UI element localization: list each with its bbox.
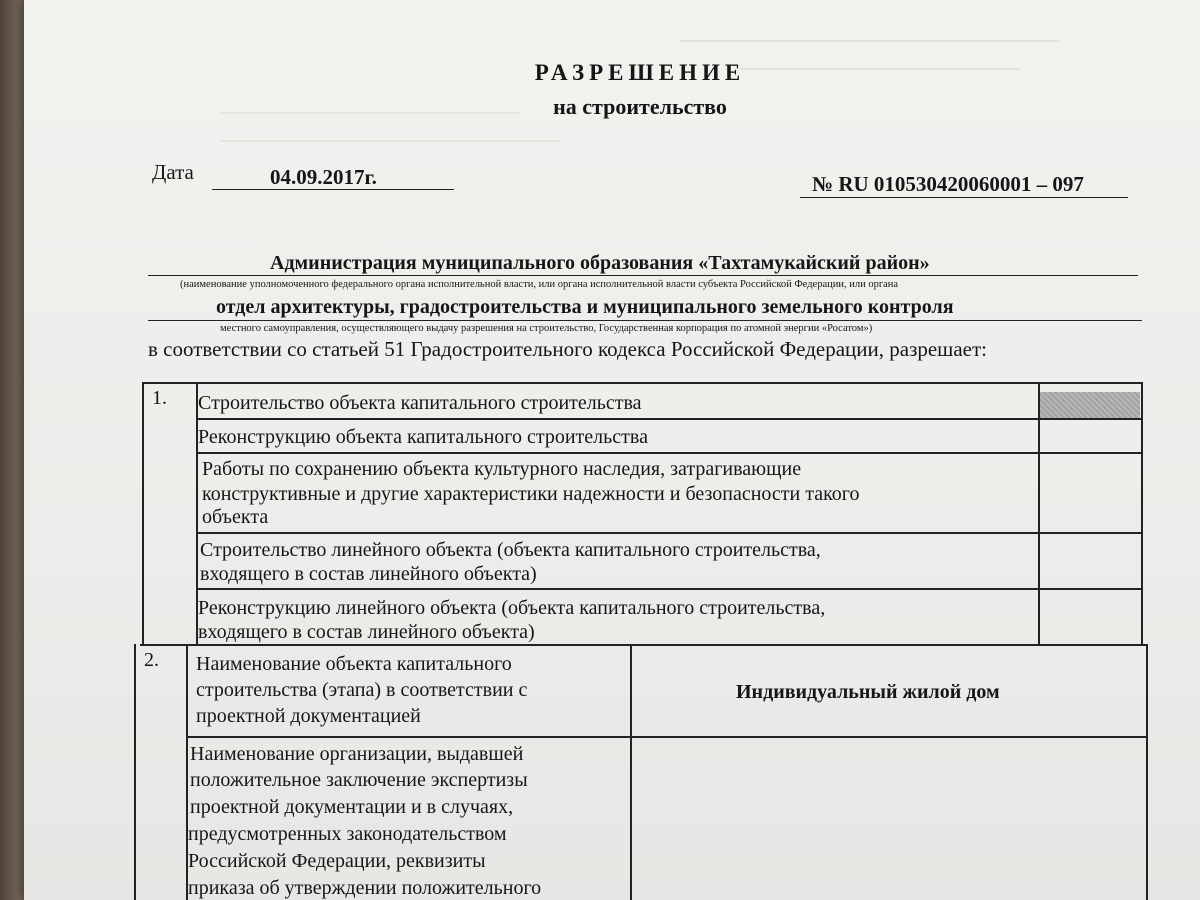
date-label: Дата xyxy=(152,160,194,184)
show-through-line xyxy=(680,40,1060,56)
object-name-label-line: строительства (этапа) в соответствии с xyxy=(196,679,528,701)
expertise-label-line: предусмотренных законодательством xyxy=(188,823,507,845)
expertise-label-line: положительное заключение экспертизы xyxy=(190,769,528,791)
expertise-label-line: проектной документации и в случаях, xyxy=(190,796,514,818)
legal-basis-text: в соответствии со статьей 51 Градостроительного кодекса Российской Федерации, разрешает: xyxy=(148,337,988,361)
option-linear-reconstruction-line: Реконструкцию линейного объекта (объекта капитального строительства, xyxy=(198,597,826,619)
document-subtitle: на строительство xyxy=(553,94,727,119)
table-line xyxy=(196,452,1142,454)
object-name-label-line: Наименование объекта капитального xyxy=(196,653,512,675)
option-heritage-works-line: Работы по сохранению объекта культурного наследия, затрагивающие xyxy=(202,458,802,480)
authority-caption: (наименование уполномоченного федерального органа исполнительной власти, или органа исполнительной власти субъекта Российской Федерации, или органа xyxy=(180,279,899,290)
section-number: 1. xyxy=(152,387,167,409)
table-line xyxy=(1038,382,1040,644)
option-linear-construction-line: Строительство линейного объекта (объекта капитального строительства, xyxy=(200,539,821,561)
option-capital-reconstruction: Реконструкцию объекта капитального строительства xyxy=(198,426,648,448)
table-line xyxy=(186,736,1148,738)
department-underline xyxy=(148,320,1142,321)
permit-number: № RU 010530420060001 – 097 xyxy=(812,172,1084,196)
option-linear-construction-line: входящего в состав линейного объекта) xyxy=(200,563,537,585)
expertise-label-line: Российской Федерации, реквизиты xyxy=(188,850,486,872)
document-title: РАЗРЕШЕНИЕ xyxy=(534,60,746,85)
department-caption: местного самоуправления, осуществляющего выдачу разрешения на строительство, Государственная корпорация по атомной энергии «Росатом») xyxy=(220,323,873,334)
table-line xyxy=(140,644,1146,646)
date-underline xyxy=(212,189,454,190)
issuing-authority: Администрация муниципального образования «Тахтамукайский район» xyxy=(270,252,930,274)
table-line xyxy=(142,382,144,644)
table-line xyxy=(196,418,1142,420)
issuing-department: отдел архитектуры, градостроительства и муниципального земельного контроля xyxy=(216,296,954,318)
table-line xyxy=(196,532,1142,534)
selected-option-mark xyxy=(1040,392,1140,418)
show-through-line xyxy=(220,140,560,156)
object-name-label-line: проектной документацией xyxy=(196,705,421,727)
table-line xyxy=(142,382,1142,384)
option-heritage-works-line: конструктивные и другие характеристики надежности и безопасности такого xyxy=(202,483,860,505)
option-heritage-works-line: объекта xyxy=(202,506,269,528)
authority-underline xyxy=(148,275,1138,276)
table-line xyxy=(630,644,632,900)
expertise-label-line: Наименование организации, выдавшей xyxy=(190,743,524,765)
table-line xyxy=(1146,644,1148,900)
date-value: 04.09.2017г. xyxy=(270,165,377,189)
object-name-value: Индивидуальный жилой дом xyxy=(736,681,1000,703)
expertise-label-line: приказа об утверждении положительного xyxy=(188,877,542,899)
table-line xyxy=(1141,382,1143,644)
table-line xyxy=(134,644,136,900)
section-number: 2. xyxy=(144,649,159,671)
table-line xyxy=(196,588,1142,590)
option-capital-construction: Строительство объекта капитального строительства xyxy=(198,392,642,414)
option-linear-reconstruction-line: входящего в состав линейного объекта) xyxy=(198,621,535,643)
permit-number-underline xyxy=(800,197,1128,198)
